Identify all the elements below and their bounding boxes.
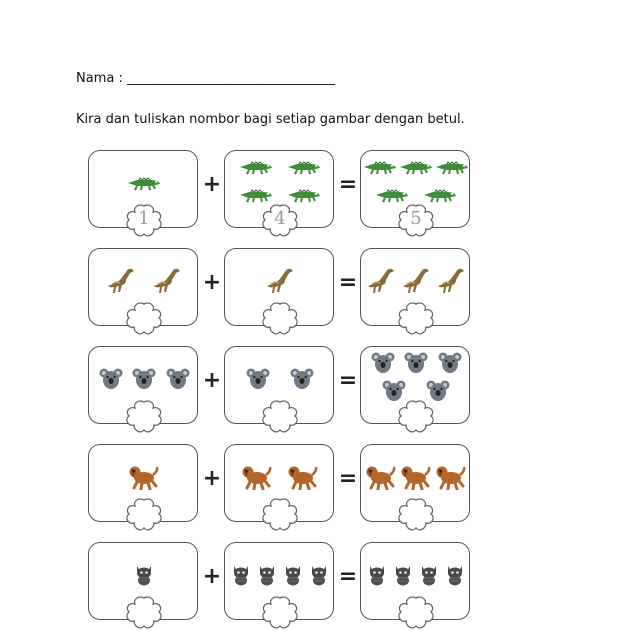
dinosaur-icon [436,266,466,300]
second-addend-box [224,444,334,522]
cat-icon [283,564,303,590]
cat-icon [231,564,251,590]
cat-icon [419,564,439,590]
answer-number: 1 [138,208,150,229]
name-field-label: Nama : ________________________________ [76,71,335,86]
answer-flower[interactable] [396,497,436,533]
koala-icon [99,367,123,395]
koala-icon [166,367,190,395]
koala-icon [132,367,156,395]
cat-icon [257,564,277,590]
first-addend-box [88,150,198,228]
exercise-row [88,542,474,622]
answer-flower[interactable] [396,301,436,337]
first-addend-box [88,248,198,326]
second-addend-box [224,150,334,228]
answer-flower[interactable] [124,301,164,337]
answer-flower[interactable] [124,595,164,631]
answer-flower[interactable] [260,301,300,337]
equals-sign: = [338,368,358,393]
answer-number: 4 [274,208,286,229]
cat-icon [367,564,387,590]
koala-icon [404,351,428,379]
plus-sign: + [202,172,222,197]
second-addend-box [224,346,334,424]
crocodile-icon [399,159,433,179]
dinosaur-icon [265,266,295,300]
cat-icon [393,564,413,590]
plus-sign: + [202,466,222,491]
sum-box [360,542,470,620]
equals-sign: = [338,270,358,295]
answer-flower[interactable] [396,399,436,435]
crocodile-icon [287,159,321,179]
answer-flower[interactable] [260,203,300,239]
crocodile-icon [435,159,469,179]
answer-flower[interactable] [124,203,164,239]
sum-box [360,150,470,228]
sum-box [360,444,470,522]
dog-icon [401,464,431,494]
crocodile-icon [239,159,273,179]
exercise-row [88,248,474,328]
koala-icon [438,351,462,379]
first-addend-box [88,444,198,522]
dog-icon [242,464,272,494]
exercise-row [88,444,474,524]
dinosaur-icon [152,266,182,300]
crocodile-icon [127,175,161,195]
answer-flower[interactable] [260,399,300,435]
equals-sign: = [338,466,358,491]
dog-icon [129,464,159,494]
exercise-row [88,150,474,230]
first-addend-box [88,542,198,620]
koala-icon [246,367,270,395]
dog-icon [366,464,396,494]
instruction-text: Kira dan tuliskan nombor bagi setiap gambar dengan betul. [76,112,465,127]
cat-icon [445,564,465,590]
second-addend-box [224,542,334,620]
answer-number: 5 [410,208,422,229]
koala-icon [371,351,395,379]
equals-sign: = [338,564,358,589]
dog-icon [436,464,466,494]
koala-icon [290,367,314,395]
plus-sign: + [202,564,222,589]
answer-flower[interactable] [124,399,164,435]
plus-sign: + [202,270,222,295]
cat-icon [134,564,154,590]
dinosaur-icon [366,266,396,300]
cat-icon [309,564,329,590]
answer-flower[interactable] [396,203,436,239]
first-addend-box [88,346,198,424]
equals-sign: = [338,172,358,197]
plus-sign: + [202,368,222,393]
answer-flower[interactable] [124,497,164,533]
second-addend-box [224,248,334,326]
answer-flower[interactable] [260,497,300,533]
crocodile-icon [363,159,397,179]
sum-box [360,248,470,326]
dinosaur-icon [401,266,431,300]
exercise-row [88,346,474,426]
answer-flower[interactable] [260,595,300,631]
dinosaur-icon [106,266,136,300]
answer-flower[interactable] [396,595,436,631]
dog-icon [288,464,318,494]
sum-box [360,346,470,424]
